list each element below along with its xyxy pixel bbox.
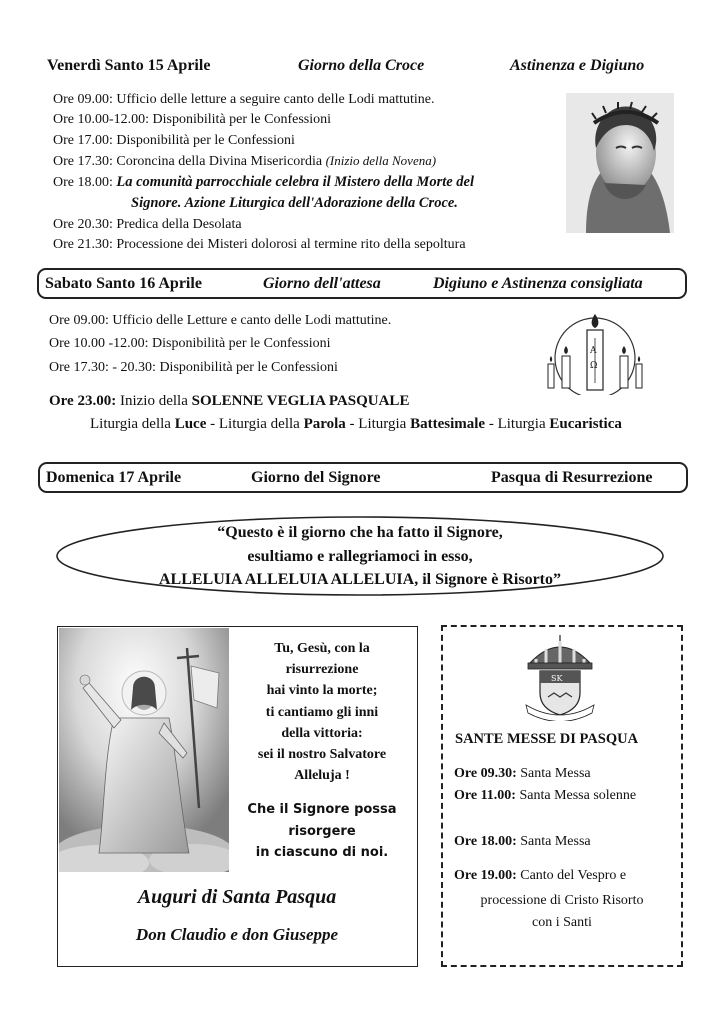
mass-text-line: processione di Cristo Risorto xyxy=(480,893,644,908)
signature: Don Claudio e don Giuseppe xyxy=(135,925,339,944)
mass-item-continuation xyxy=(441,890,683,934)
saturday-schedule xyxy=(49,313,519,383)
sunday-note: Pasqua di Resurrezione xyxy=(491,469,653,486)
sunday-theme: Giorno del Signore xyxy=(251,469,381,486)
prayer-line: Alleluja ! xyxy=(294,768,350,784)
prayer-line: ti cantiamo gli inni xyxy=(265,704,379,720)
sunday-day: Domenica 17 Aprile xyxy=(46,469,182,486)
schedule-line: Ore 20.30: Predica della Desolata xyxy=(53,216,242,232)
schedule-line: Ore 17.00: Disponibilità per le Confessioni xyxy=(53,132,295,148)
prayer-line: sei il nostro Salvatore xyxy=(257,747,387,763)
christ-crown-of-thorns-icon xyxy=(566,93,674,233)
schedule-line: Ore 17.30: Coroncina della Divina Misericordia (Inizio della Novena) xyxy=(53,152,437,169)
sunday-header xyxy=(38,462,688,493)
easter-prayer xyxy=(232,638,412,786)
schedule-line: Ore 17.30: - 20.30: Disponibilità per le Confessioni xyxy=(49,359,338,375)
friday-header xyxy=(47,57,697,79)
mass-text-line: con i Santi xyxy=(532,915,592,930)
friday-theme: Giorno della Croce xyxy=(298,57,425,74)
wish-line: risorgere xyxy=(288,823,356,839)
friday-day: Venerdì Santo 15 Aprile xyxy=(47,57,211,74)
svg-text:Α: Α xyxy=(590,346,597,356)
friday-schedule xyxy=(53,90,573,255)
schedule-line: Ore 10.00-12.00: Disponibilità per le Confessioni xyxy=(53,112,332,128)
svg-text:Ω: Ω xyxy=(590,361,598,371)
easter-greeting: Auguri di Santa Pasqua xyxy=(137,886,337,908)
mass-item: Ore 18.00: Santa Messa xyxy=(454,834,591,849)
schedule-line: Ore 21.30: Processione dei Misteri dolorosi al termine rito della sepoltura xyxy=(53,237,466,253)
quote-line: “Questo è il giorno che ha fatto il Signore, xyxy=(217,524,503,541)
prayer-line: della vittoria: xyxy=(281,725,363,741)
prayer-line: hai vinto la morte; xyxy=(266,683,378,699)
friday-note: Astinenza e Digiuno xyxy=(510,57,645,74)
liturgy-line: Liturgia della Luce - Liturgia della Parola - Liturgia Battesimale - Liturgia Eucaristica xyxy=(90,416,622,432)
wish-line: in ciascuno di noi. xyxy=(255,845,389,860)
vigil-line: Ore 23.00: Inizio della SOLENNE VEGLIA PASQUALE xyxy=(49,393,410,409)
schedule-line: Signore. Azione Liturgica dell'Adorazione della Croce. xyxy=(131,195,458,212)
saturday-header xyxy=(37,268,687,299)
prayer-line: Tu, Gesù, con la xyxy=(274,641,370,656)
schedule-line: Ore 18.00: La comunità parrocchiale celebra il Mistero della Morte del xyxy=(53,174,475,191)
schedule-line: Ore 09.00: Ufficio delle letture a seguire canto delle Lodi mattutine. xyxy=(53,92,435,107)
mass-item: Ore 19.00: Canto del Vespro e xyxy=(454,868,627,883)
episcopal-crest-icon xyxy=(522,635,598,721)
svg-text:SK: SK xyxy=(551,674,563,683)
prayer-line: risurrezione xyxy=(285,662,359,678)
mass-item: Ore 11.00: Santa Messa solenne xyxy=(454,788,637,803)
saturday-day: Sabato Santo 16 Aprile xyxy=(45,275,202,292)
easter-quote xyxy=(55,521,665,592)
masses-title: SANTE MESSE DI PASQUA xyxy=(455,731,639,747)
quote-line: ALLELUIA ALLELUIA ALLELUIA, il Signore è Risorto” xyxy=(158,571,561,588)
saturday-theme: Giorno dell'attesa xyxy=(263,275,381,292)
easter-wish xyxy=(232,799,412,864)
saturday-note: Digiuno e Astinenza consigliata xyxy=(433,275,643,292)
wish-line: Che il Signore possa xyxy=(247,802,397,817)
mass-item: Ore 09.30: Santa Messa xyxy=(454,766,591,781)
risen-christ-icon xyxy=(59,628,229,872)
easter-candles-icon xyxy=(540,308,650,395)
quote-line: esultiamo e rallegriamoci in esso, xyxy=(247,547,473,565)
schedule-line: Ore 09.00: Ufficio delle Letture e canto delle Lodi mattutine. xyxy=(49,313,392,328)
schedule-line: Ore 10.00 -12.00: Disponibilità per le Confessioni xyxy=(49,336,331,352)
